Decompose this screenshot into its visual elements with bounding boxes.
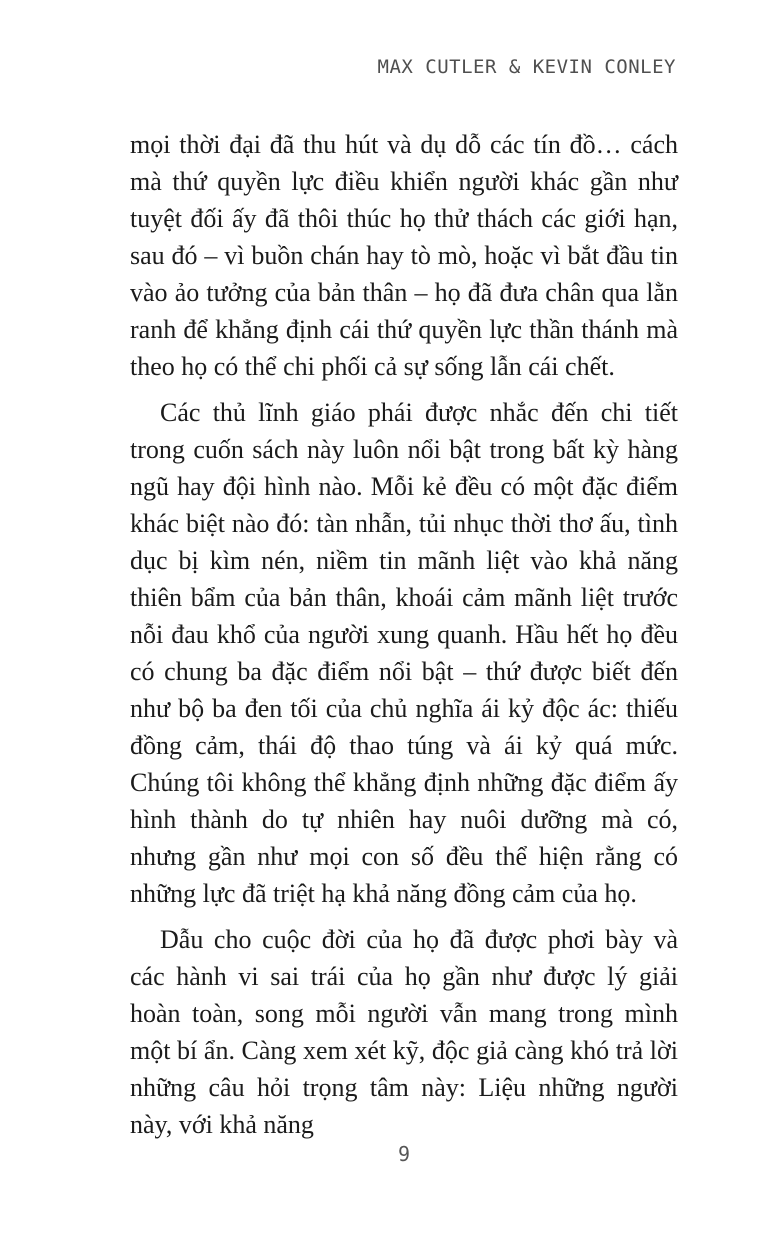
paragraph-2: Các thủ lĩnh giáo phái được nhắc đến chi tiết trong cuốn sách này luôn nổi bật trong bất kỳ hàng ngũ hay đội hình nào. Mỗi kẻ đều có một đặc điểm khác biệt nào đó: tàn nhẫn, tủi nhục thời thơ ấu, tình dục bị kìm nén, niềm tin mãnh liệt vào khả năng thiên bẩm của bản thân, khoái cảm mãnh liệt trước nỗi đau khổ của người xung quanh. Hầu hết họ đều có chung ba đặc điểm nổi bật – thứ được biết đến như bộ ba đen tối của chủ nghĩa ái kỷ độc ác: thiếu đồng cảm, thái độ thao túng và ái kỷ quá mức. Chúng tôi không thể khẳng định những đặc điểm ấy hình thành do tự nhiên hay nuôi dưỡng mà có, nhưng gần như mọi con số đều thể hiện rằng có những lực đã triệt hạ khả năng đồng cảm của họ. (130, 398, 678, 908)
paragraph-3: Dẫu cho cuộc đời của họ đã được phơi bày và các hành vi sai trái của họ gần như được lý giải hoàn toàn, song mỗi người vẫn mang trong mình một bí ẩn. Càng xem xét kỹ, độc giả càng khó trả lời những câu hỏi trọng tâm này: Liệu những người này, với khả năng (130, 925, 678, 1139)
paragraph-1: mọi thời đại đã thu hút và dụ dỗ các tín đồ… cách mà thứ quyền lực điều khiển người khác gần như tuyệt đối ấy đã thôi thúc họ thử thách các giới hạn, sau đó – vì buồn chán hay tò mò, hoặc vì bắt đầu tin vào ảo tưởng của bản thân – họ đã đưa chân qua lằn ranh để khẳng định cái thứ quyền lực thần thánh mà theo họ có thể chi phối cả sự sống lẫn cái chết. (130, 130, 678, 381)
body-text-block (130, 126, 678, 1152)
page-number: 9 (397, 1142, 411, 1166)
running-header-authors: MAX CUTLER & KEVIN CONLEY (377, 56, 676, 78)
